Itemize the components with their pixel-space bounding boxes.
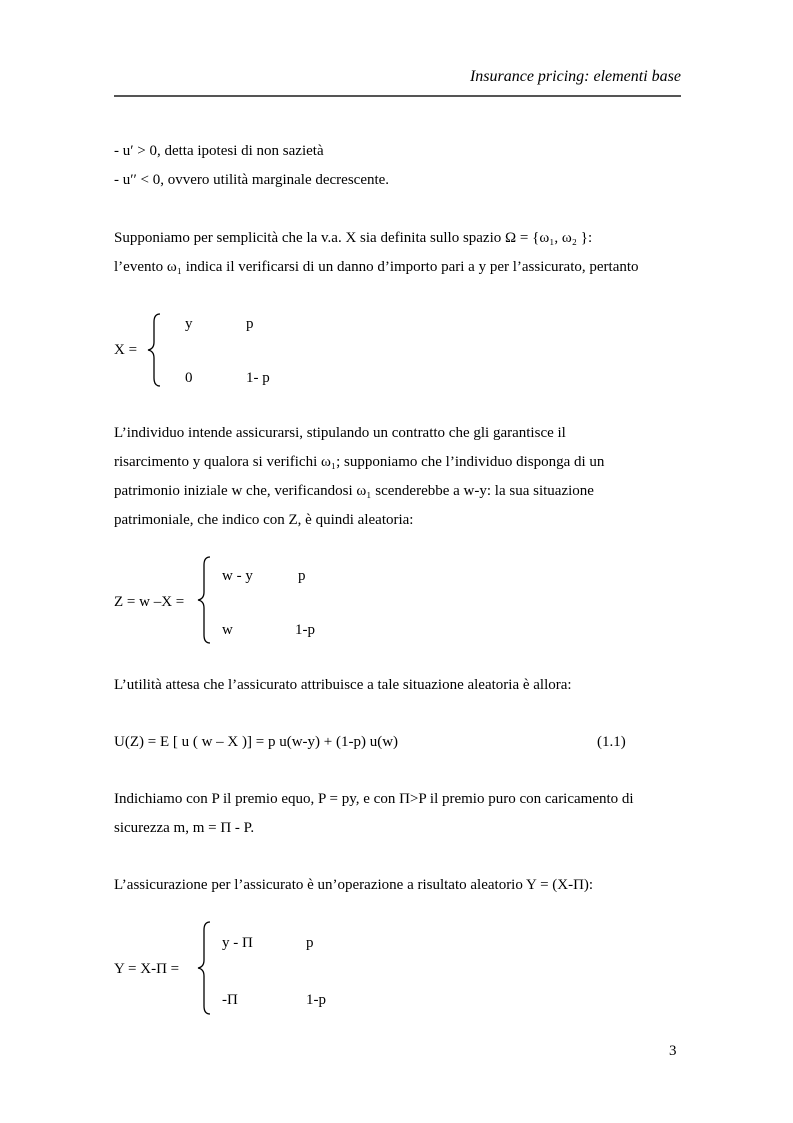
- eq-x-r1c2: p: [246, 316, 254, 332]
- eq-y-brace: [196, 920, 216, 1016]
- bullet-line-2: - u′′ < 0, ovvero utilità marginale decrescente.: [114, 172, 390, 188]
- eq-y-r1c1: y - Π: [222, 935, 253, 951]
- para3: L’utilità attesa che l’assicurato attribuisce a tale situazione aleatoria è allora:: [114, 677, 572, 693]
- para1-line-2: l’evento ω₁ indica il verificarsi di un danno d’importo pari a y per l’assicurato, pertanto: [114, 259, 639, 275]
- para2-line-4: patrimoniale, che indico con Z, è quindi aleatoria:: [114, 512, 414, 528]
- eq-z-brace: [196, 555, 216, 645]
- eq-x-lhs: X =: [114, 342, 138, 358]
- para5: L’assicurazione per l’assicurato è un’operazione a risultato aleatorio Y = (X-Π):: [114, 877, 594, 893]
- eq-z-r2c1: w: [222, 622, 233, 638]
- eq-x-brace: [146, 312, 166, 388]
- eq-x-r2c2: 1- p: [246, 370, 270, 386]
- eq-x-r1c1: y: [185, 316, 193, 332]
- para2-line-3: patrimonio iniziale w che, verificandosi ω₁ scenderebbe a w-y: la sua situazione: [114, 483, 594, 499]
- eq-u-number: (1.1): [597, 734, 626, 750]
- eq-y-r2c1: -Π: [222, 992, 238, 1008]
- running-header: Insurance pricing: elementi base: [469, 68, 681, 85]
- eq-z-r1c2: p: [298, 568, 306, 584]
- eq-z-lhs: Z = w –X =: [114, 594, 185, 610]
- para2-line-1: L’individuo intende assicurarsi, stipulando un contratto che gli garantisce il: [114, 425, 566, 441]
- bullet-line-1: - u′ > 0, detta ipotesi di non sazietà: [114, 143, 324, 159]
- para4-line-1: Indichiamo con P il premio equo, P = py, e con Π>P il premio puro con caricamento di: [114, 791, 634, 807]
- eq-y-r2c2: 1-p: [306, 992, 326, 1008]
- eq-z-r1c1: w - y: [222, 568, 253, 584]
- header-rule: [114, 95, 681, 97]
- para4-line-2: sicurezza m, m = Π - P.: [114, 820, 255, 836]
- page-number: 3: [669, 1043, 677, 1059]
- para1-line-1: Supponiamo per semplicità che la v.a. X sia definita sullo spazio Ω = {ω₁, ω₂ }:: [114, 230, 593, 246]
- eq-y-lhs: Y = X-Π =: [114, 961, 180, 977]
- eq-y-r1c2: p: [306, 935, 314, 951]
- para2-line-2: risarcimento y qualora si verifichi ω₁; supponiamo che l’individuo disponga di un: [114, 454, 605, 470]
- eq-x-r2c1: 0: [185, 370, 193, 386]
- eq-z-r2c2: 1-p: [295, 622, 315, 638]
- eq-u-formula: U(Z) = E [ u ( w – X )] = p u(w-y) + (1-p) u(w): [114, 734, 399, 750]
